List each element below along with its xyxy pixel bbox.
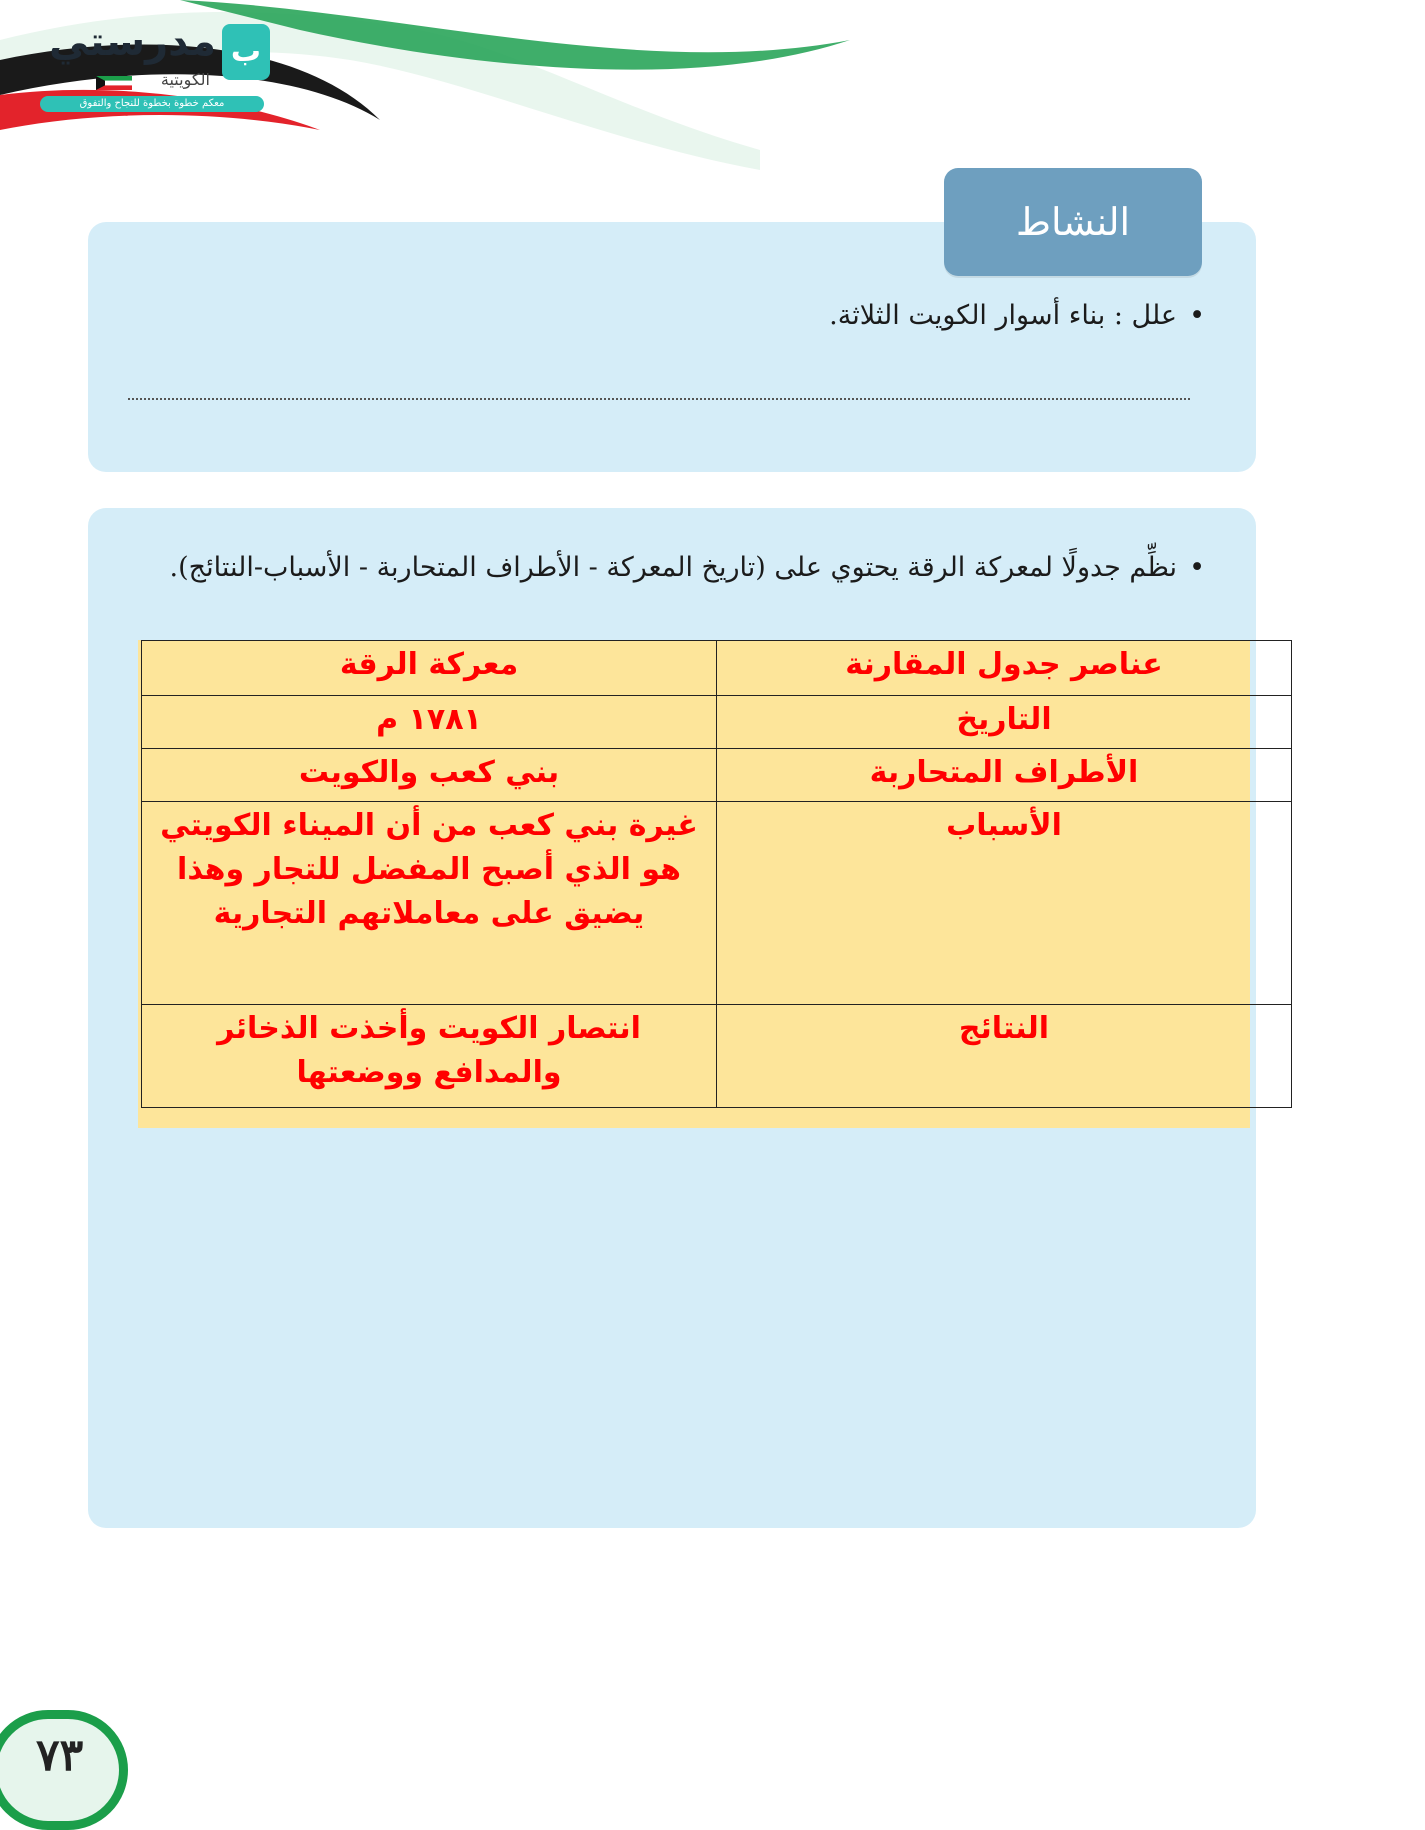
activity-title: النشاط (944, 168, 1202, 276)
kuwait-flag-icon (96, 76, 132, 90)
logo-name: مدرستي (48, 19, 216, 65)
bullet: • (1189, 552, 1205, 583)
table-row (142, 1005, 1292, 1108)
question-2 (170, 552, 1205, 583)
table-row (142, 802, 1292, 1005)
table-row (142, 696, 1292, 749)
site-logo (40, 18, 270, 113)
row-label: الأسباب (717, 802, 1292, 1005)
row-value: ١٧٨١ م (142, 696, 717, 749)
row-value: غيرة بني كعب من أن الميناء الكويتي هو الذي أصبح المفضل للتجار وهذا يضيق على معاملاتهم التجارية (142, 802, 717, 1005)
comparison-table-background (138, 640, 1250, 1128)
question-2-text: نظِّم جدولًا لمعركة الرقة يحتوي على (تاريخ المعركة - الأطراف المتحاربة - الأسباب-النتائج). (169, 552, 1178, 583)
row-label: النتائج (717, 1005, 1292, 1108)
bullet: • (1189, 300, 1205, 331)
logo-tagline: معكم خطوة بخطوة للنجاح والتفوق (40, 96, 264, 112)
header-elements: عناصر جدول المقارنة (717, 641, 1292, 696)
row-label: التاريخ (717, 696, 1292, 749)
comparison-table (141, 640, 1292, 1108)
question-1 (829, 300, 1205, 331)
question-1-text: علل : بناء أسوار الكويت الثلاثة. (829, 300, 1178, 331)
table-row (142, 749, 1292, 802)
logo-country: الكويتية (160, 70, 210, 89)
row-value: انتصار الكويت وأخذت الذخائر والمدافع ووضعتها (142, 1005, 717, 1108)
row-value: بني كعب والكويت (142, 749, 717, 802)
page-number: ٧٣ (36, 1730, 84, 1781)
row-label: الأطراف المتحاربة (717, 749, 1292, 802)
header-battle: معركة الرقة (142, 641, 717, 696)
table-header-row (142, 641, 1292, 696)
answer-line[interactable] (128, 398, 1190, 400)
logo-icon: ب (222, 24, 270, 80)
